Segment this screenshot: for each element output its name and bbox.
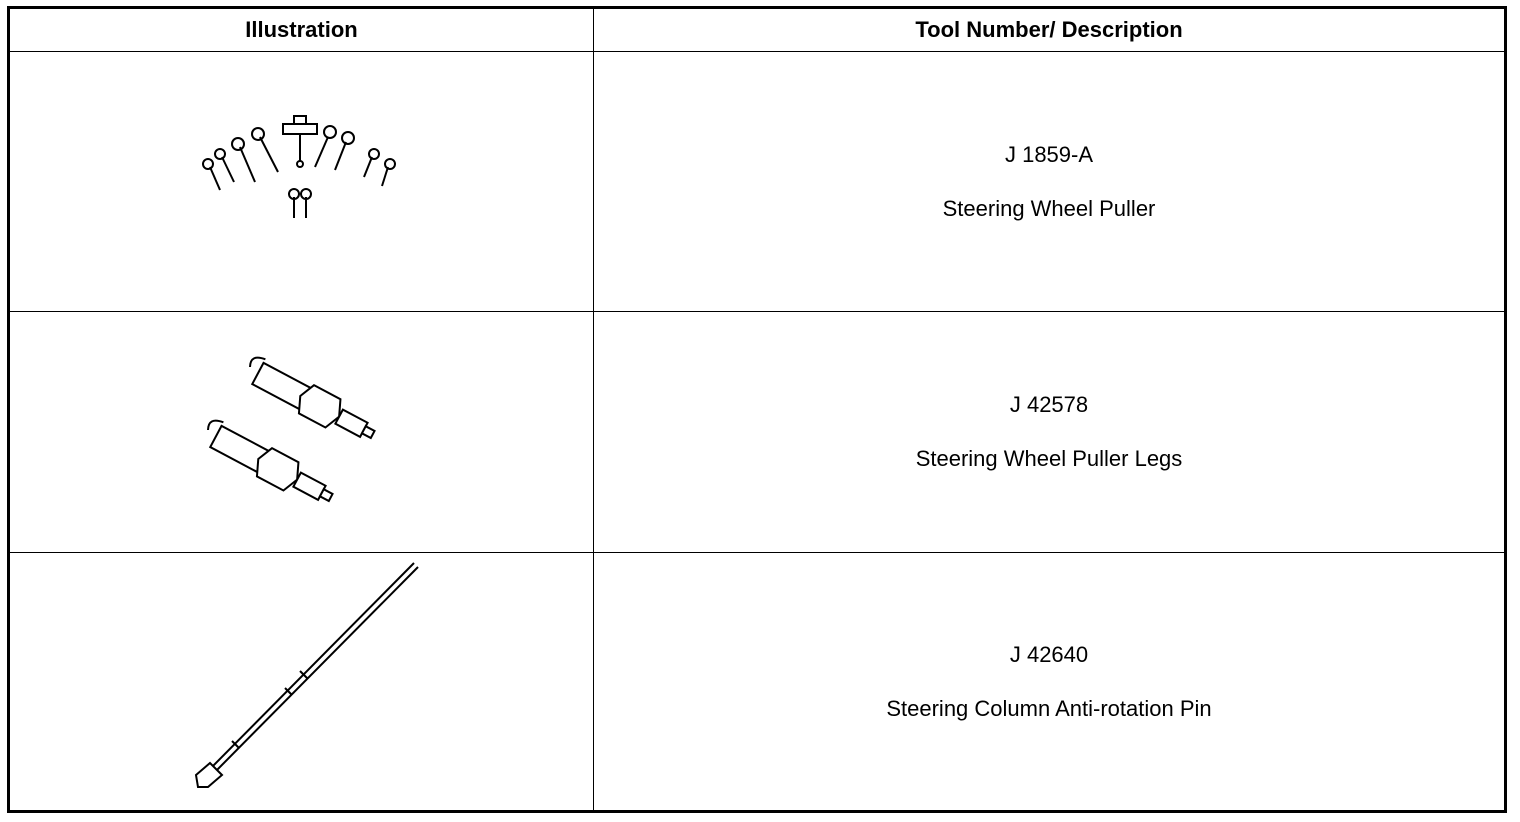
description-cell — [594, 52, 1506, 312]
description-cell — [594, 312, 1506, 553]
table-row — [9, 553, 1506, 812]
illustration-cell — [9, 312, 594, 553]
anti-rotation-pin-icon — [10, 553, 593, 812]
table-row — [9, 52, 1506, 312]
header-row — [9, 8, 1506, 52]
header-description: Tool Number/ Description — [594, 8, 1506, 52]
tool-description: Steering Wheel Puller Legs — [915, 446, 1183, 471]
table-row — [9, 312, 1506, 553]
tool-description: Steering Wheel Puller — [942, 195, 1156, 221]
puller-legs-icon — [10, 312, 593, 553]
tool-number: J 42640 — [1009, 641, 1089, 667]
illustration-cell — [9, 553, 594, 812]
tool-table — [7, 6, 1507, 813]
description-cell — [594, 553, 1506, 812]
illustration-cell — [9, 52, 594, 312]
steering-wheel-puller-icon — [10, 52, 593, 312]
header-illustration: Illustration — [9, 8, 594, 52]
tool-description: Steering Column Anti-rotation Pin — [886, 695, 1212, 721]
tool-number: J 1859-A — [1004, 141, 1094, 167]
tool-number: J 42578 — [1009, 392, 1089, 417]
